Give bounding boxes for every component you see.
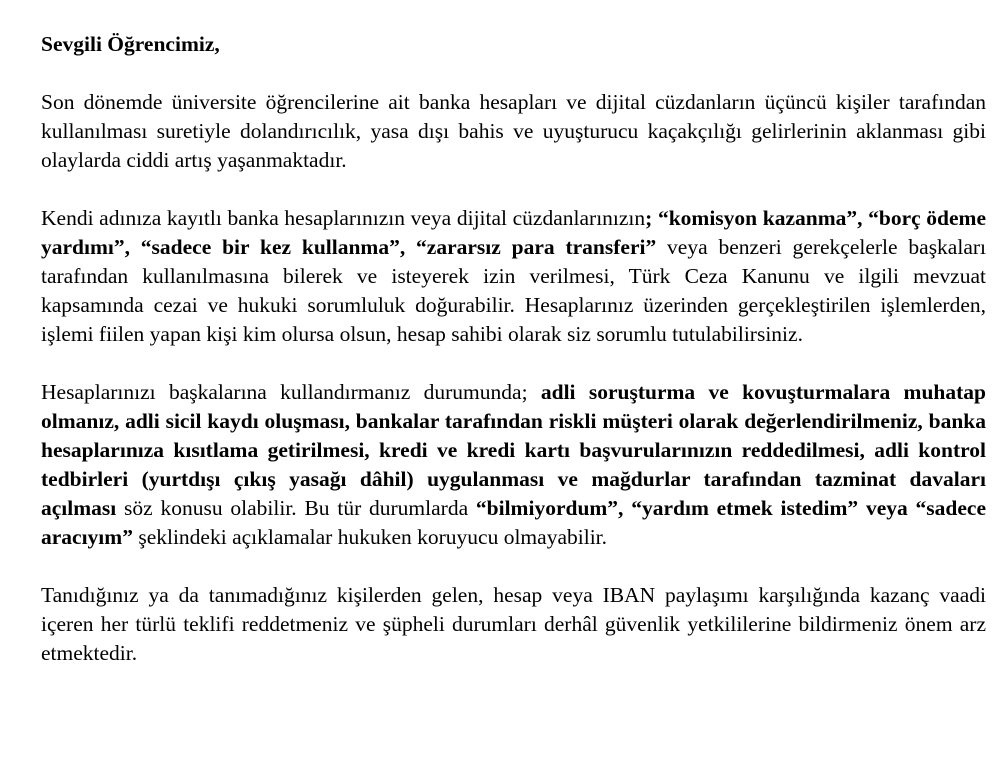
account-misuse-text-1: Kendi adınıza kayıtlı banka hesaplarınızın veya dijital cüzdanlarınızın [41, 206, 646, 230]
consequences-text-2: söz konusu olabilir. Bu tür durumlarda [116, 496, 476, 520]
account-misuse-bold-reasons: ; “komisyon kazanma”, “borç ödeme yardımı”, “sadece bir kez kullanma”, “zararsız para transferi” [41, 206, 987, 259]
salutation [41, 30, 986, 59]
paragraph-consequences [41, 378, 986, 552]
account-misuse-text-2: veya benzeri gerekçelerle başkaları tarafından kullanılmasına bilerek ve isteyerek izin verilmesi, Türk Ceza Kanunu ve ilgili mevzuat kapsamında cezai ve hukuki sorumluluk doğurabilir. Hesaplarınız üzerinden gerçekleştirilen işlemlerden, işlemi fiilen yapan kişi kim olursa olsun, hesap sahibi olarak siz sorumlu tutulabilirsiniz. [41, 235, 986, 346]
paragraph-closing: Tanıdığınız ya da tanımadığınız kişilerden gelen, hesap veya IBAN paylaşımı karşılığında kazanç vaadi içeren her türlü teklifi reddetmeniz ve şüpheli durumları derhâl güvenlik yetkililerine bildirmeniz önem arz etmektedir. [41, 583, 986, 665]
salutation-text: Sevgili Öğrencimiz, [41, 32, 220, 56]
consequences-bold-quotes: “bilmiyordum”, “yardım etmek istedim” veya “sadece aracıyım” [41, 496, 986, 549]
letter-body [41, 30, 986, 668]
paragraph-intro: Son dönemde üniversite öğrencilerine ait banka hesapları ve dijital cüzdanların üçüncü kişiler tarafından kullanılması suretiyle dolandırıcılık, yasa dışı bahis ve uyuşturucu kaçakçılığı gelirlerinin aklanması gibi olaylarda ciddi artış yaşanmaktadır. [41, 90, 986, 172]
consequences-bold-list: adli soruşturma ve kovuşturmalara muhatap olmanız, adli sicil kaydı oluşması, bankalar tarafından riskli müşteri olarak değerlendirilmeniz, banka hesaplarınıza kısıtlama getirilmesi, kredi ve kredi kartı başvurularınızın reddedilmesi, adli kontrol tedbirleri (yurtdışı çıkış yasağı dâhil) uygulanması ve mağdurlar tarafından tazminat davaları açılması [41, 380, 986, 520]
consequences-text-3: şeklindeki açıklamalar hukuken koruyucu olmayabilir. [132, 525, 608, 549]
paragraph-account-misuse [41, 204, 986, 349]
consequences-text-1: Hesaplarınızı başkalarına kullandırmanız durumunda; [41, 380, 541, 404]
